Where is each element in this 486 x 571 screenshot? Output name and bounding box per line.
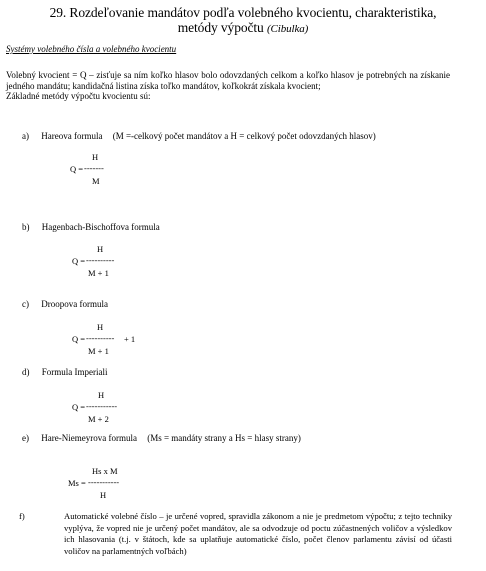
method-f-paragraph [19,511,452,557]
page-title [0,5,486,37]
method-e-name: Hare-Niemeyrova formula [41,433,137,443]
method-e-note: (Ms = mandáty strany a Hs = hlasy strany) [147,433,301,443]
section-heading: Systémy volebného čísla a volebného kvocientu [6,44,177,54]
formula-denominator: M + 1 [88,346,109,356]
formula-numerator: Hs x M [92,466,118,476]
method-b-marker: b) [22,222,30,232]
formula-fraction-line: ------- [84,163,104,173]
title-line-2-text: metódy výpočtu [177,20,264,35]
formula-numerator: H [97,322,104,332]
method-e-marker: e) [22,433,29,443]
formula-lhs: Q = [70,164,84,174]
intro-text: Volebný kvocient = Q – zisťuje sa ním koľko hlasov bolo odovzdaných celkom a koľko hlasov je potrebných na získanie jedného mandátu; kandidačná listina získa toľko mandátov, koľkokrát získala kvocient; [6,70,450,91]
method-d-formula [72,390,152,424]
formula-numerator: H [97,244,104,254]
method-e-formula [68,466,158,500]
formula-lhs: Q = [72,334,86,344]
intro-methods-line: Základné metódy výpočtu kvocientu sú: [6,91,151,102]
author-name: (Cibulka) [266,23,309,35]
title-line-2 [0,20,486,37]
formula-denominator: M [92,176,100,186]
method-c-formula [72,322,172,356]
method-d-name: Formula Imperiali [41,367,108,377]
intro-paragraph [6,70,450,102]
formula-lhs: Ms = [68,478,86,488]
formula-fraction-line: ----------- [88,477,120,487]
method-d-marker: d) [22,367,30,377]
method-a-note: (M =-celkový počet mandátov a H = celkový počet odovzdaných hlasov) [112,131,376,141]
method-c-label [22,299,108,309]
method-a-name: Hareova formula [41,131,103,141]
method-f-text: Automatické volebné číslo – je určené vopred, spravidla zákonom a nie je predmetom výpočtu; z tejto techniky vyplýva, že vopred nie je určený počet mandátov, ale sa odvodzuje od poctu zúčastnených voličov a výsledkov ich hlasovania (t.j. v štátoch, kde sa uplatňuje automatické číslo, počet členov parlamentu závisí od účasti voličov na parlamentných voľbách) [64,511,452,556]
method-b-formula [72,244,152,278]
method-a-label [22,131,376,141]
formula-fraction-line: ---------- [86,255,115,265]
formula-denominator: M + 1 [88,268,109,278]
method-a-marker: a) [22,131,29,141]
method-a-formula [70,152,150,186]
method-c-name: Droopova formula [41,299,108,309]
formula-lhs: Q = [72,402,86,412]
formula-lhs: Q = [72,256,86,266]
formula-suffix: + 1 [124,334,136,344]
method-b-name: Hagenbach-Bischoffova formula [41,222,160,232]
formula-fraction-line: ----------- [86,401,118,411]
title-line-1: 29. Rozdeľovanie mandátov podľa volebného kvocientu, charakteristika, [49,5,437,20]
method-c-marker: c) [22,299,29,309]
formula-fraction-line: ---------- [86,333,115,343]
method-b-label [22,222,160,232]
formula-denominator: H [100,490,107,500]
method-e-label [22,433,301,443]
method-d-label [22,367,107,377]
formula-denominator: M + 2 [88,414,109,424]
formula-numerator: H [98,390,105,400]
method-f-marker: f) [19,511,25,521]
formula-numerator: H [92,152,99,162]
